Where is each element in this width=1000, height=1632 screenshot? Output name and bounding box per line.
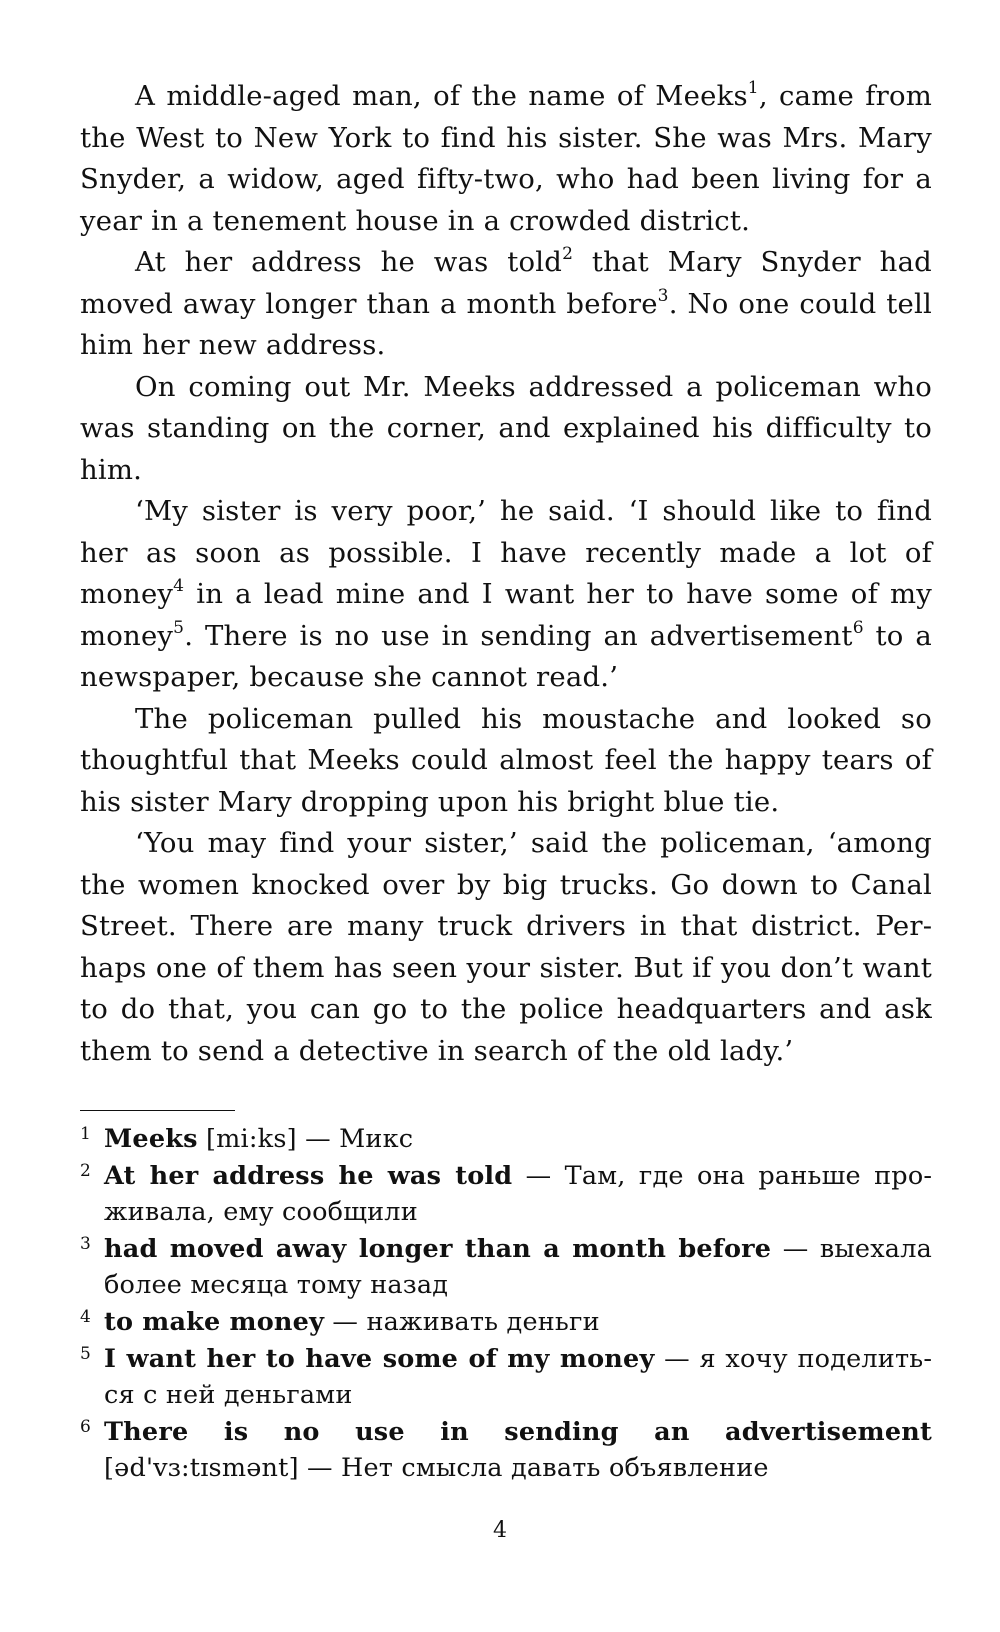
footnote-term: had moved away longer than a month before: [104, 1233, 772, 1264]
footnote-ref-5: 5: [173, 617, 185, 638]
footnote-translation: наживать деньги: [366, 1306, 600, 1337]
paragraph-5: The policeman pulled his moustache and looked so thoughtful that Meeks could almost feel the happy tears of his sister Mary dropping upon his bright blue tie.: [80, 702, 932, 818]
footnote-ref-6: 6: [852, 617, 864, 638]
footnote-ref-1: 1: [747, 78, 759, 99]
footnote-number: 2: [80, 1160, 92, 1181]
footnote-4: 4 to make money — наживать деньги: [80, 1304, 932, 1341]
footnote-translation: выехала более месяца тому назад: [104, 1233, 933, 1301]
footnote-2: 2 At her address he was told — Там, где она раньше проживала, ему сообщили: [80, 1158, 932, 1231]
footnote-translation: я хочу поделиться с ней деньгами: [104, 1343, 932, 1411]
footnote-3: 3 had moved away longer than a month before — выехала более месяца тому назад: [80, 1231, 932, 1304]
paragraph-4: ‘My sister is very poor,’ he said. ‘I should like to find her as soon as possible. I have recently made a lot of money$^4$ in a lead mine and I want her to have some of my money$^5$. There is no use in sending an advertisement$^6$ to a newspaper, because she cannot read.’: [80, 495, 932, 693]
paragraph-3: On coming out Mr. Meeks addressed a policeman who was standing on the corner, and explained his difficulty to him.: [80, 370, 932, 486]
footnote-translation: Микс: [339, 1124, 414, 1154]
footnote-number: 1: [80, 1124, 92, 1144]
footnotes: [80, 1121, 932, 1487]
footnote-translation: Нет смысла давать объявление: [341, 1453, 769, 1484]
footnote-ref-3: 3: [657, 285, 669, 306]
paragraph-6: ‘You may find your sister,’ said the policeman, ‘among the women knocked over by big trucks. Go down to Canal Street. There are many truck drivers in that district. Perhaps one of them has seen your sister. But if you don’t want to do that, you can go to the police headquarters and ask them to send a detective in search of the old lady.’: [80, 827, 932, 1067]
footnote-term: There is no use in sending an advertisement: [104, 1416, 932, 1447]
footnote-6: 6 There is no use in sending an advertisement [əd'vɜ:tɪsmənt] — Нет смысла давать объявление: [80, 1414, 932, 1487]
footnote-term: to make money: [104, 1306, 325, 1337]
footnote-number: 5: [80, 1343, 92, 1364]
footnote-term: At her address he was told: [104, 1160, 513, 1191]
footnote-1: 1 Meeks [mi:ks] — Микс: [80, 1121, 932, 1158]
paragraph-1: A middle-aged man, of the name of Meeks$^1$, came from the West to New York to find his sister. She was Mrs. Mary Snyder, a widow, aged fifty-two, who had been living for a year in a tenement house in a crowded district.: [80, 78, 932, 237]
main-text: [80, 76, 932, 1072]
page-number: 4: [493, 1518, 507, 1543]
footnote-term: I want her to have some of my money: [104, 1343, 655, 1374]
footnote-number: 6: [80, 1416, 92, 1437]
footnote-ref-4: 4: [173, 576, 185, 597]
footnote-term: Meeks: [104, 1124, 198, 1154]
footnote-ref-2: 2: [562, 244, 574, 265]
footnote-divider: [80, 1110, 235, 1111]
footnote-5: 5 I want her to have some of my money — я хочу поделиться с ней деньгами: [80, 1341, 932, 1414]
footnote-translation: Там, где она раньше проживала, ему сообщили: [104, 1160, 932, 1228]
footnote-number: 3: [80, 1233, 92, 1254]
paragraph-2: At her address he was told$^2$ that Mary Snyder had moved away longer than a month before$^3$. No one could tell him her new address.: [80, 244, 932, 361]
footnote-number: 4: [80, 1306, 92, 1327]
